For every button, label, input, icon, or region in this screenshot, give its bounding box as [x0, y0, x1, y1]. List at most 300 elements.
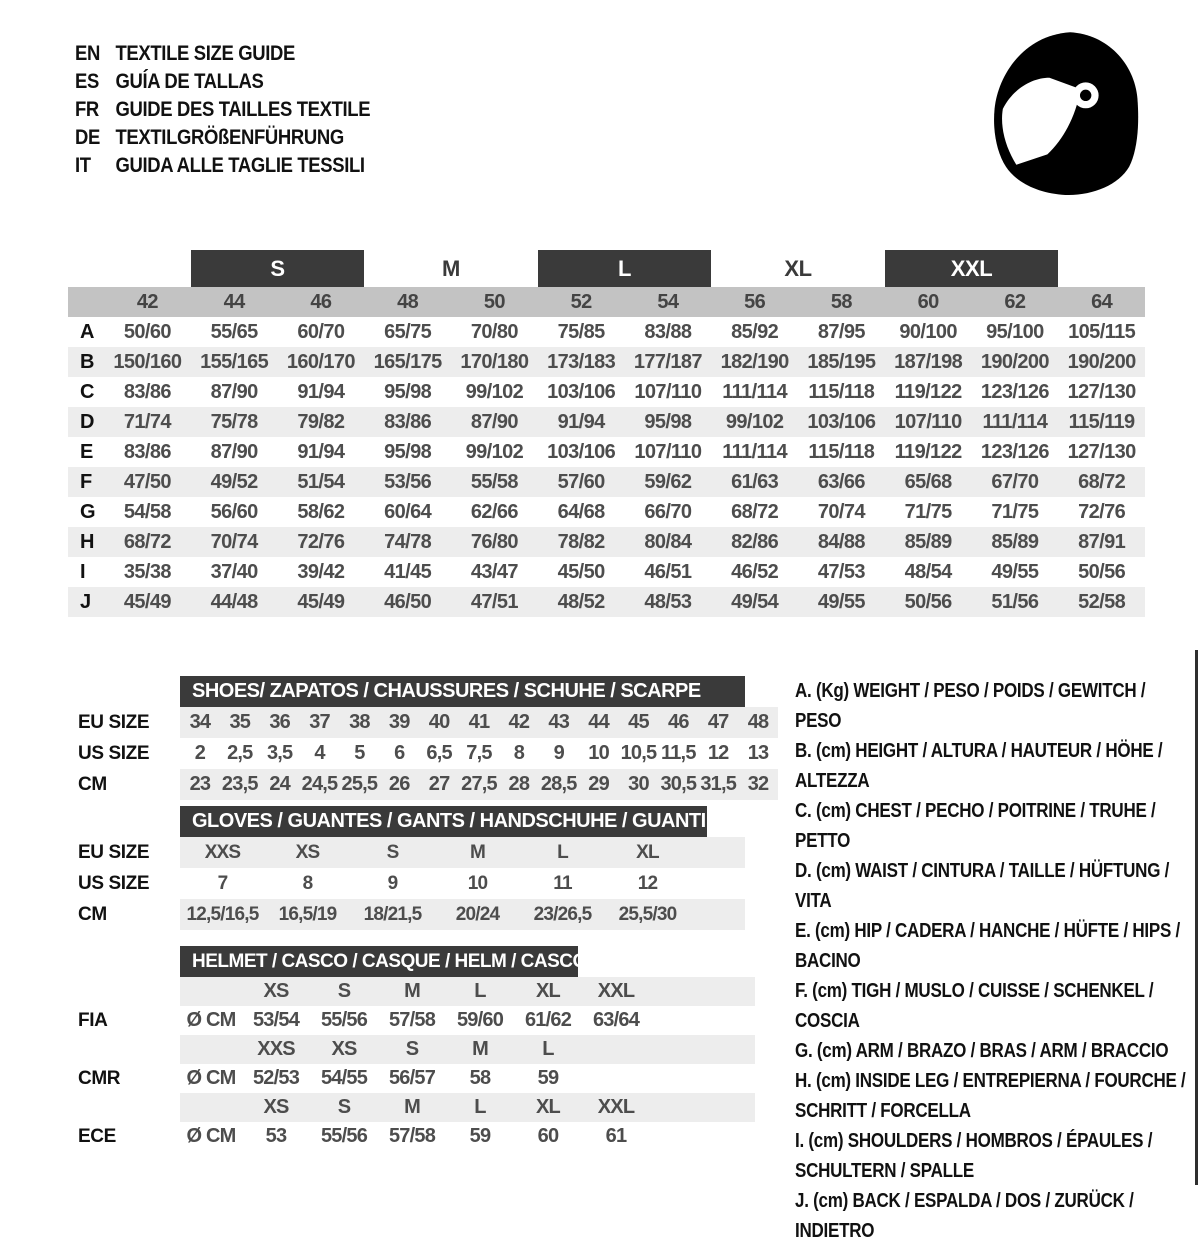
standard-label: ECE: [78, 1125, 116, 1147]
legend-item: C. (cm) CHEST / PECHO / POITRINE / TRUHE / PETTO: [795, 800, 1156, 852]
measure-value: 91/94: [297, 440, 345, 463]
helmet-size-value: 63/64: [592, 1009, 640, 1031]
shoe-values: [180, 738, 778, 769]
measure-value: 48/53: [644, 590, 692, 613]
language-row: [75, 124, 515, 152]
measure-letter: H: [80, 530, 95, 553]
measure-value: 43/47: [470, 560, 518, 583]
glove-values: [180, 837, 745, 868]
size-number: 46: [310, 290, 332, 313]
helmet-size-value: 58: [469, 1067, 491, 1089]
guide-title: GUIDA ALLE TAGLIE TESSILI: [115, 154, 365, 177]
measure-letter: D: [80, 410, 95, 433]
shoe-size-value: 35: [229, 711, 251, 733]
size-band-s: S: [191, 250, 364, 287]
helmet-size-value: 57/58: [388, 1009, 436, 1031]
measure-row-a: [68, 317, 1145, 347]
shoe-size-value: 30: [628, 773, 649, 795]
measure-value: 115/118: [808, 380, 875, 403]
shoe-size-value: 24,5: [301, 773, 338, 795]
shoe-size-value: 27,5: [461, 773, 497, 795]
shoe-size-value: 10: [588, 742, 609, 764]
shoe-size-value: 9: [553, 742, 564, 764]
size-number: 60: [917, 290, 939, 313]
glove-size-value: S: [386, 841, 399, 863]
size-band-l: L: [538, 250, 711, 287]
measure-value: 70/74: [210, 530, 258, 553]
size-number: 50: [483, 290, 505, 313]
measure-value: 71/75: [904, 500, 952, 523]
legend-item: I. (cm) SHOULDERS / HOMBROS / ÉPAULES / SCHULTERN / SPALLE: [795, 1130, 1153, 1182]
measure-letter: A: [80, 320, 95, 343]
shoe-size-value: 11,5: [661, 742, 696, 764]
standard-label: CMR: [78, 1067, 121, 1089]
shoe-size-value: 27: [428, 773, 450, 795]
shoe-row-label: EU SIZE: [78, 711, 150, 733]
measure-value: 39/42: [297, 560, 345, 583]
measure-letter: E: [80, 440, 94, 463]
measure-value: 177/187: [633, 350, 702, 373]
measure-value: 90/100: [899, 320, 957, 343]
size-band-xl: XL: [784, 255, 812, 281]
language-code: EN: [75, 42, 100, 65]
measure-value: 83/88: [644, 320, 692, 343]
measure-value: 49/55: [991, 560, 1039, 583]
gloves-size-table: [78, 806, 745, 930]
helmet-size-label: XXL: [597, 1096, 635, 1118]
helmet-size-table: [78, 946, 755, 1151]
measure-row-c: [68, 377, 1145, 407]
measure-row-j: [68, 587, 1145, 617]
measure-value: 55/65: [210, 320, 258, 343]
language-row: [75, 68, 515, 96]
measure-value: 52/58: [1078, 590, 1126, 613]
language-row: [75, 152, 515, 180]
measure-value: 105/115: [1068, 320, 1136, 343]
shoe-size-value: 42: [508, 711, 530, 733]
measure-row-i: [68, 557, 1145, 587]
measure-value: 78/82: [557, 530, 605, 553]
shoe-size-value: 32: [747, 773, 769, 795]
legend-item: G. (cm) ARM / BRAZO / BRAS / ARM / BRACCIO: [795, 1040, 1169, 1062]
standard-label: FIA: [78, 1009, 108, 1031]
legend-item: E. (cm) HIP / CADERA / HANCHE / HÜFTE / HIPS / BACINO: [795, 920, 1180, 972]
measure-value: 70/80: [470, 320, 518, 343]
shoe-size-value: 3,5: [266, 742, 293, 764]
shoe-row: [78, 769, 778, 800]
measure-value: 47/51: [470, 590, 518, 613]
measure-value: 66/70: [644, 500, 692, 523]
helmet-size-value: 56/57: [388, 1067, 436, 1089]
measure-row-e: [68, 437, 1145, 467]
measure-value: 63/66: [817, 470, 865, 493]
measure-value: 45/49: [123, 590, 171, 613]
helmet-size-label: XS: [331, 1038, 357, 1060]
measure-value: 67/70: [991, 470, 1039, 493]
measure-value: 35/38: [123, 560, 171, 583]
measure-value: 50/60: [123, 320, 171, 343]
measure-value: 119/122: [894, 440, 962, 463]
measure-value: 85/92: [731, 320, 779, 343]
measure-value: 190/200: [980, 350, 1049, 373]
measure-value: 74/78: [384, 530, 432, 553]
unit-cell: Ø CM: [186, 1009, 236, 1031]
shoe-size-value: 10,5: [620, 742, 657, 764]
shoe-size-value: 29: [588, 773, 609, 795]
glove-row-label: CM: [78, 903, 107, 925]
measure-value: 127/130: [1067, 380, 1136, 403]
helmet-size-label: XS: [263, 1096, 289, 1118]
glove-size-value: 16,5/19: [278, 903, 337, 925]
helmet-size-values: [180, 1006, 755, 1035]
glove-size-value: 12,5/16,5: [186, 903, 259, 925]
measure-letter: I: [80, 560, 86, 583]
legend-item: H. (cm) INSIDE LEG / ENTREPIERNA / FOURCHE / SCHRITT / FORCELLA: [795, 1070, 1186, 1122]
measure-value: 68/72: [123, 530, 171, 553]
guide-title: TEXTILE SIZE GUIDE: [115, 42, 295, 65]
measure-value: 76/80: [470, 530, 518, 553]
measure-value: 95/98: [384, 380, 432, 403]
measure-value: 127/130: [1067, 440, 1136, 463]
helmet-table-title: HELMET / CASCO / CASQUE / HELM / CASCO: [180, 946, 578, 977]
measure-value: 70/74: [817, 500, 865, 523]
measure-value: 119/122: [894, 380, 962, 403]
measure-value: 99/102: [465, 380, 524, 403]
size-band-row: [0, 250, 1200, 287]
measure-value: 107/110: [634, 440, 702, 463]
shoe-size-value: 40: [428, 711, 450, 733]
measure-value: 87/91: [1078, 530, 1126, 553]
measure-value: 51/56: [991, 590, 1039, 613]
measure-value: 85/89: [991, 530, 1039, 553]
measure-value: 79/82: [297, 410, 345, 433]
measure-value: 68/72: [1078, 470, 1126, 493]
shoe-size-value: 13: [747, 742, 769, 764]
measure-value: 99/102: [725, 410, 784, 433]
measure-value: 53/56: [384, 470, 432, 493]
measure-value: 82/86: [731, 530, 779, 553]
measure-letter: J: [80, 590, 92, 613]
measurement-legend: [795, 676, 1195, 1246]
glove-size-value: 10: [467, 872, 488, 894]
shoe-size-value: 25,5: [341, 773, 378, 795]
shoe-values: [180, 707, 778, 738]
measure-value: 123/126: [980, 380, 1049, 403]
shoe-size-value: 12: [707, 742, 729, 764]
measure-value: 62/66: [470, 500, 518, 523]
measure-value: 75/85: [557, 320, 605, 343]
shoe-size-value: 38: [349, 711, 370, 733]
measure-value: 87/95: [817, 320, 865, 343]
glove-row: [78, 868, 745, 899]
measure-value: 71/75: [991, 500, 1039, 523]
helmet-sizes-row: [78, 1035, 755, 1064]
shoe-size-value: 30,5: [660, 773, 697, 795]
shoe-row-label: US SIZE: [78, 742, 150, 764]
helmet-size-value: 59: [469, 1125, 491, 1147]
shoe-row: [78, 738, 778, 769]
helmet-row-label: [78, 1035, 180, 1064]
helmet-size-value: 55/56: [320, 1125, 368, 1147]
measure-value: 103/106: [547, 380, 616, 403]
measure-letter: B: [80, 350, 95, 373]
measure-value: 83/86: [123, 440, 171, 463]
helmet-icon: [982, 26, 1150, 202]
measure-row-b: [68, 347, 1145, 377]
helmet-size-label: L: [474, 980, 486, 1002]
measure-value: 49/55: [817, 590, 865, 613]
size-number: 56: [744, 290, 766, 313]
glove-size-value: L: [557, 841, 568, 863]
guide-title: TEXTILGRÖßENFÜHRUNG: [115, 126, 344, 149]
measure-value: 83/86: [384, 410, 432, 433]
measure-value: 65/75: [384, 320, 432, 343]
measure-value: 41/45: [384, 560, 432, 583]
helmet-size-label: S: [337, 1096, 351, 1118]
shoe-size-value: 5: [354, 742, 365, 764]
glove-size-value: 23/26,5: [533, 903, 592, 925]
measure-value: 103/106: [807, 410, 876, 433]
shoe-size-value: 28: [508, 773, 530, 795]
measure-value: 107/110: [634, 380, 702, 403]
measure-value: 165/175: [373, 350, 442, 373]
measure-value: 56/60: [210, 500, 258, 523]
language-code: IT: [75, 154, 91, 177]
measure-value: 95/98: [644, 410, 692, 433]
measure-value: 64/68: [557, 500, 605, 523]
helmet-size-headers: [180, 1093, 755, 1122]
measure-value: 173/183: [547, 350, 616, 373]
shoe-size-value: 37: [309, 711, 330, 733]
shoe-values: [180, 769, 778, 800]
measure-value: 85/89: [904, 530, 952, 553]
language-row: [75, 96, 515, 124]
shoe-size-value: 43: [548, 711, 570, 733]
measure-value: 91/94: [557, 410, 605, 433]
measure-value: 80/84: [644, 530, 692, 553]
measure-row-f: [68, 467, 1145, 497]
measure-value: 58/62: [297, 500, 345, 523]
measure-value: 71/74: [123, 410, 171, 433]
measure-value: 83/86: [123, 380, 171, 403]
unit-cell: Ø CM: [186, 1125, 236, 1147]
shoe-size-value: 44: [588, 711, 609, 733]
guide-title: GUIDE DES TAILLES TEXTILE: [115, 98, 371, 121]
shoe-size-value: 47: [707, 711, 729, 733]
size-number: 42: [136, 290, 158, 313]
helmet-size-value: 59: [537, 1067, 559, 1089]
helmet-size-label: M: [404, 980, 420, 1002]
language-row: [75, 40, 515, 68]
measure-value: 50/56: [1078, 560, 1126, 583]
measure-value: 84/88: [817, 530, 865, 553]
helmet-size-value: 52/53: [252, 1067, 300, 1089]
measure-value: 87/90: [210, 380, 258, 403]
measure-value: 45/50: [557, 560, 605, 583]
helmet-size-value: 54/55: [320, 1067, 368, 1089]
measure-value: 72/76: [297, 530, 345, 553]
helmet-size-label: XXS: [257, 1038, 295, 1060]
shoe-size-value: 26: [388, 773, 410, 795]
legend-item: A. (Kg) WEIGHT / PESO / POIDS / GEWITCH / PESO: [795, 680, 1146, 732]
legend-item: B. (cm) HEIGHT / ALTURA / HAUTEUR / HÖHE / ALTEZZA: [795, 740, 1163, 792]
measure-row-g: [68, 497, 1145, 527]
measure-value: 75/78: [210, 410, 258, 433]
shoe-size-value: 6: [394, 742, 405, 764]
glove-row-label: US SIZE: [78, 872, 150, 894]
measure-value: 59/62: [644, 470, 692, 493]
guide-title: GUÍA DE TALLAS: [115, 70, 264, 93]
measure-value: 54/58: [123, 500, 171, 523]
measure-letter: C: [80, 380, 95, 403]
measure-value: 123/126: [980, 440, 1049, 463]
language-code: FR: [75, 98, 99, 121]
measure-value: 111/114: [722, 440, 788, 463]
legend-item: J. (cm) BACK / ESPALDA / DOS / ZURÜCK / INDIETRO: [795, 1190, 1134, 1242]
measure-value: 46/51: [644, 560, 692, 583]
measure-value: 60/64: [384, 500, 432, 523]
shoe-size-value: 6,5: [426, 742, 452, 764]
measure-value: 49/54: [731, 590, 779, 613]
shoe-size-value: 23: [189, 773, 211, 795]
shoe-size-value: 2: [194, 742, 206, 764]
glove-row: [78, 899, 745, 930]
shoe-size-value: 48: [747, 711, 769, 733]
measure-value: 87/90: [210, 440, 258, 463]
helmet-size-values: [180, 1064, 755, 1093]
shoe-size-value: 45: [628, 711, 649, 733]
textile-measurement-table: [68, 287, 1145, 617]
measure-value: 155/165: [200, 350, 269, 373]
size-number: 52: [570, 290, 592, 313]
shoe-size-value: 46: [668, 711, 689, 733]
glove-size-value: 7: [217, 872, 228, 894]
legend-item: D. (cm) WAIST / CINTURA / TAILLE / HÜFTUNG / VITA: [795, 860, 1170, 912]
measure-value: 170/180: [460, 350, 529, 373]
glove-size-value: 9: [387, 872, 398, 894]
helmet-size-values: [180, 1122, 755, 1151]
legend-item: F. (cm) TIGH / MUSLO / CUISSE / SCHENKEL / COSCIA: [795, 980, 1154, 1032]
measure-value: 46/50: [384, 590, 432, 613]
language-code: ES: [75, 70, 99, 93]
shoe-row-label: CM: [78, 773, 107, 795]
measure-value: 37/40: [210, 560, 258, 583]
helmet-size-value: 57/58: [388, 1125, 436, 1147]
shoe-size-value: 36: [269, 711, 290, 733]
glove-size-value: M: [469, 841, 486, 863]
measure-value: 150/160: [113, 350, 182, 373]
size-number: 58: [830, 290, 852, 313]
size-band-xxl: XXL: [885, 250, 1058, 287]
glove-row-label: EU SIZE: [78, 841, 150, 863]
measure-value: 48/54: [904, 560, 952, 583]
helmet-values-row: [78, 1006, 755, 1035]
helmet-size-label: M: [472, 1038, 488, 1060]
helmet-size-value: 59/60: [456, 1009, 504, 1031]
helmet-size-value: 53: [265, 1125, 287, 1147]
helmet-row-label: [78, 977, 180, 1006]
language-code: DE: [75, 126, 100, 149]
helmet-values-row: [78, 1122, 755, 1151]
helmet-sizes-row: [78, 977, 755, 1006]
helmet-size-label: XS: [263, 980, 289, 1002]
helmet-size-value: 60: [537, 1125, 559, 1147]
size-number: 54: [657, 290, 679, 313]
measure-value: 61/63: [731, 470, 779, 493]
measure-value: 45/49: [297, 590, 345, 613]
measure-letter: G: [80, 500, 96, 523]
measure-value: 55/58: [470, 470, 518, 493]
glove-size-value: XS: [295, 841, 320, 863]
glove-size-value: 25,5/30: [618, 903, 677, 925]
helmet-row-label: [78, 1093, 180, 1122]
shoe-size-value: 24: [269, 773, 290, 795]
measure-value: 46/52: [731, 560, 779, 583]
helmet-size-value: 61: [605, 1125, 627, 1147]
measure-value: 95/100: [986, 320, 1044, 343]
measure-value: 160/170: [286, 350, 355, 373]
size-number: 48: [397, 290, 419, 313]
measure-value: 68/72: [731, 500, 779, 523]
measure-value: 182/190: [720, 350, 789, 373]
measure-value: 44/48: [210, 590, 258, 613]
shoe-size-value: 31,5: [700, 773, 737, 795]
shoe-row: [78, 707, 778, 738]
measure-value: 65/68: [904, 470, 952, 493]
measure-value: 115/118: [808, 440, 875, 463]
size-number: 44: [223, 290, 245, 313]
measure-value: 115/119: [1068, 410, 1135, 433]
helmet-size-label: XL: [536, 1096, 560, 1118]
shoe-size-value: 4: [314, 742, 325, 764]
measure-value: 87/90: [470, 410, 518, 433]
measure-row-h: [68, 527, 1145, 557]
helmet-sizes-row: [78, 1093, 755, 1122]
helmet-values-row: [78, 1064, 755, 1093]
helmet-size-label: L: [542, 1038, 554, 1060]
shoe-size-value: 7,5: [466, 742, 492, 764]
language-title-list: [75, 40, 515, 180]
helmet-size-label: XL: [536, 980, 560, 1002]
glove-size-value: XXS: [204, 841, 241, 863]
measure-value: 111/114: [722, 380, 788, 403]
measure-value: 187/198: [894, 350, 963, 373]
helmet-size-headers: [180, 1035, 755, 1064]
size-number: 62: [1004, 290, 1026, 313]
shoe-size-value: 23,5: [221, 773, 258, 795]
measure-value: 111/114: [982, 410, 1048, 433]
shoe-size-value: 41: [468, 711, 490, 733]
page-edge-line: [1195, 650, 1198, 1185]
measure-value: 57/60: [557, 470, 605, 493]
size-number: 64: [1091, 290, 1113, 313]
measure-value: 49/52: [210, 470, 258, 493]
helmet-size-headers: [180, 977, 755, 1006]
helmet-size-label: S: [405, 1038, 419, 1060]
measure-value: 50/56: [904, 590, 952, 613]
measure-value: 95/98: [384, 440, 432, 463]
shoe-size-value: 8: [513, 742, 525, 764]
helmet-size-label: M: [404, 1096, 420, 1118]
glove-row: [78, 837, 745, 868]
glove-size-value: 18/21,5: [363, 903, 422, 925]
glove-size-value: 8: [302, 872, 313, 894]
measure-letter: F: [80, 470, 93, 493]
glove-size-value: 12: [637, 872, 658, 894]
size-number-row: [68, 287, 1145, 317]
shoes-size-table: [78, 676, 778, 800]
size-band-m: M: [442, 255, 460, 281]
